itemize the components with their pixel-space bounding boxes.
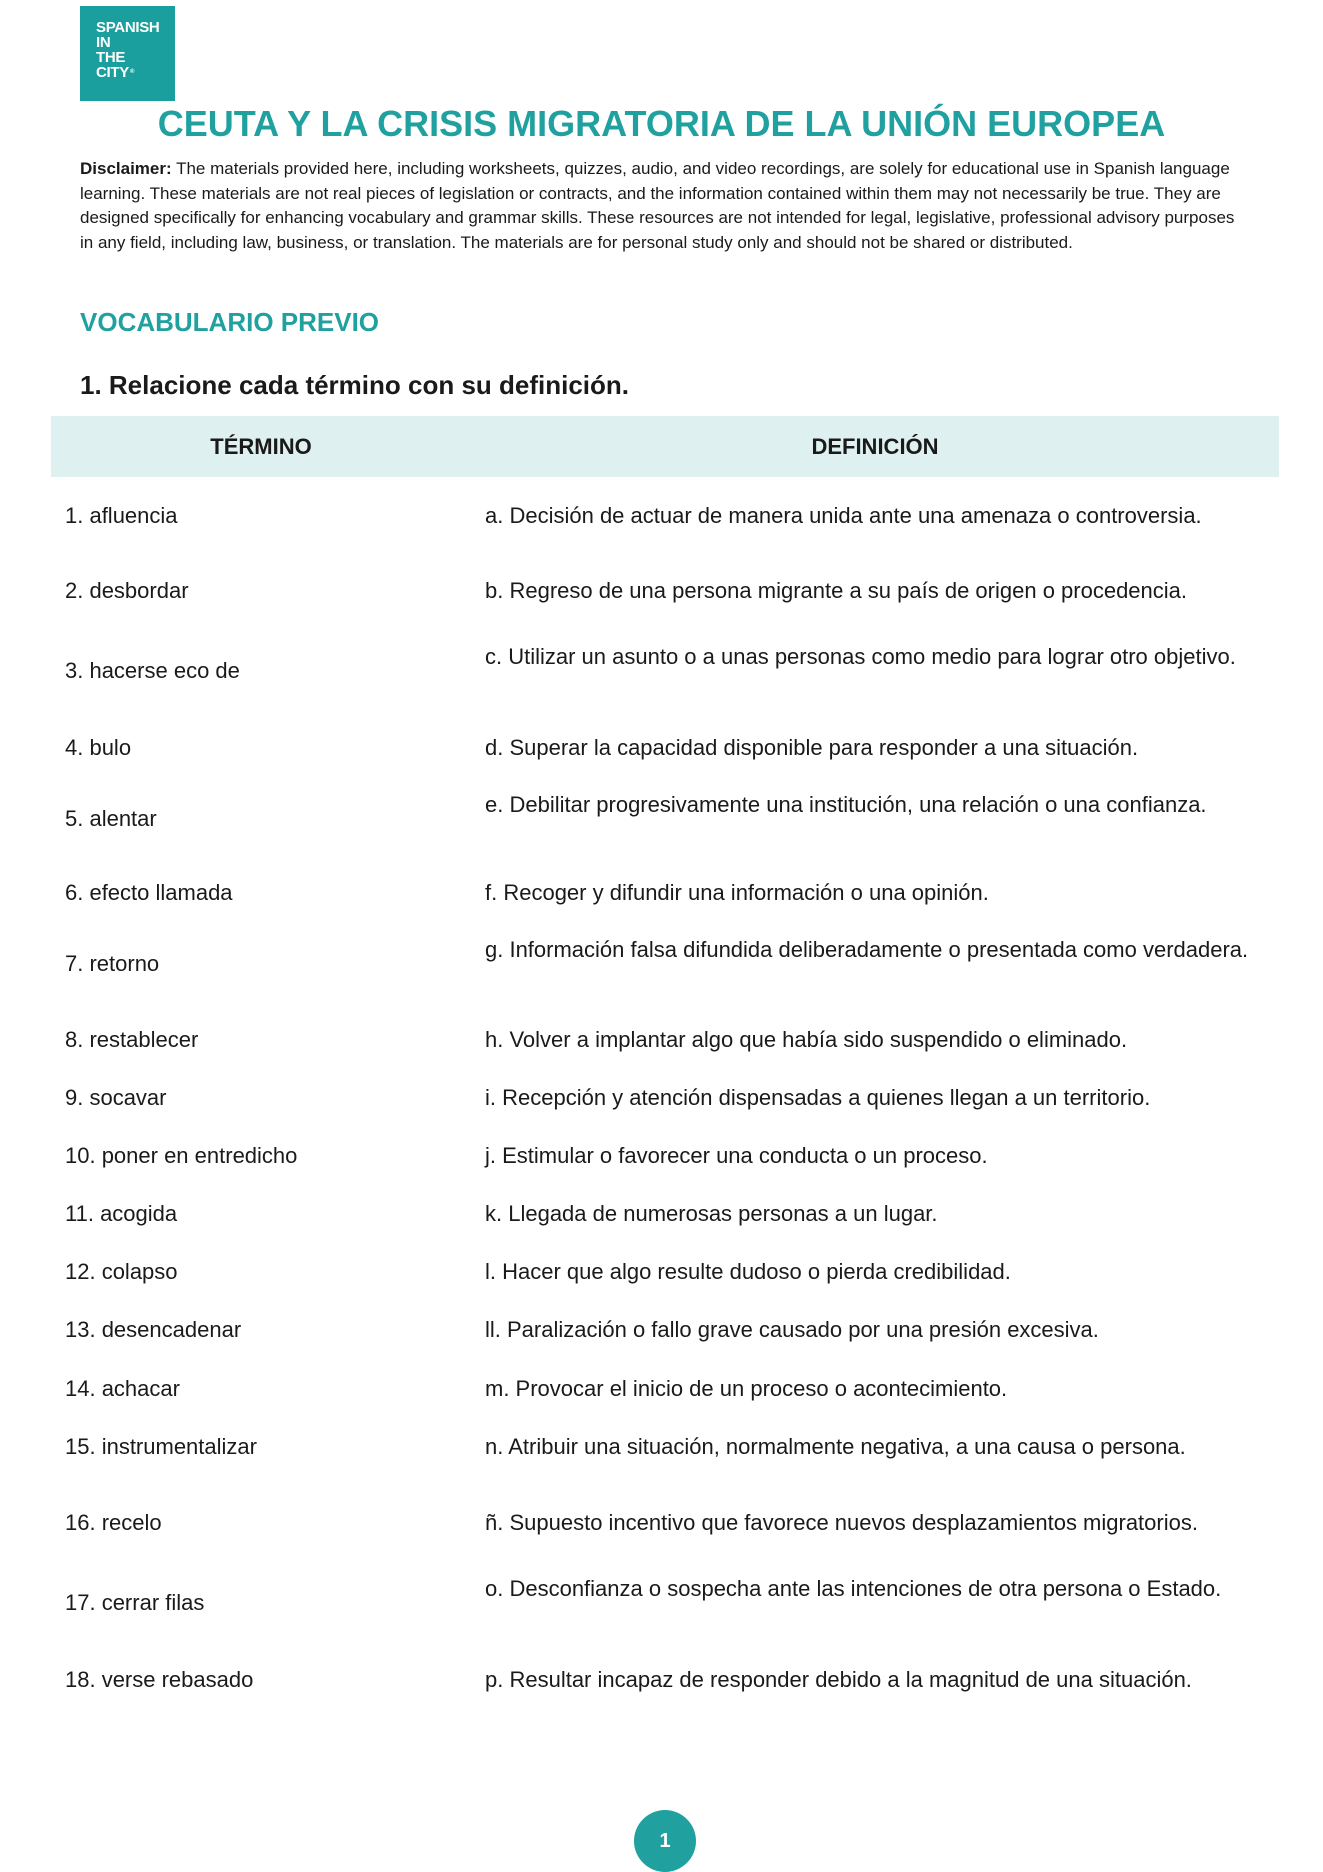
spanish-in-the-city-logo: [80, 6, 175, 101]
definition-cell: h. Volver a implantar algo que había sido suspendido o eliminado.: [485, 1027, 1128, 1052]
exercise-instruction: 1. Relacione cada término con su definición.: [80, 370, 630, 400]
term-cell: 12. colapso: [65, 1259, 178, 1284]
term-cell: 3. hacerse eco de: [65, 658, 240, 683]
term-cell: 11. acogida: [65, 1201, 178, 1226]
definition-cell: p. Resultar incapaz de responder debido a la magnitud de una situación.: [485, 1667, 1192, 1692]
term-cell: 14. achacar: [65, 1376, 180, 1401]
term-cell: 2. desbordar: [65, 578, 189, 603]
term-cell: 5. alentar: [65, 806, 157, 831]
logo-text-line: CITY ®: [96, 65, 175, 80]
term-cell: 6. efecto llamada: [65, 880, 233, 905]
column-header-term: TÉRMINO: [210, 434, 312, 459]
term-cell: 9. socavar: [65, 1085, 167, 1110]
term-cell: 1. afluencia: [65, 503, 178, 528]
term-cell: 17. cerrar filas: [65, 1590, 205, 1615]
definition-cell: b. Regreso de una persona migrante a su país de origen o procedencia.: [485, 578, 1188, 603]
definition-cell: ll. Paralización o fallo grave causado por una presión excesiva.: [485, 1317, 1099, 1342]
disclaimer-text: The materials provided here, including worksheets, quizzes, audio, and video recordings, are solely for educational use in Spanish language learning. These materials are not real pieces of legislation or contracts, and the information contained within them may not necessarily be true. They are designed specifically for enhancing vocabulary and grammar skills. These resources are not intended for legal, legislative, professional advisory purposes in any field, including law, business, or translation. The materials are for personal study only and should not be shared or distributed.: [80, 159, 1235, 252]
term-cell: 16. recelo: [65, 1510, 162, 1535]
logo-text-line: SPANISH: [96, 19, 160, 36]
page-title: CEUTA Y LA CRISIS MIGRATORIA DE LA UNIÓN EUROPEA: [157, 103, 1166, 144]
definition-cell: c. Utilizar un asunto o a unas personas como medio para lograr otro objetivo.: [485, 644, 1236, 669]
term-cell: 7. retorno: [65, 951, 160, 976]
definition-cell: d. Superar la capacidad disponible para responder a una situación.: [485, 735, 1139, 760]
page-number: 1: [634, 1810, 696, 1872]
column-header-definition: DEFINICIÓN: [811, 434, 939, 459]
definition-cell: k. Llegada de numerosas personas a un lugar.: [485, 1201, 938, 1226]
section-heading: VOCABULARIO PREVIO: [80, 307, 380, 337]
term-cell: 18. verse rebasado: [65, 1667, 254, 1692]
definition-cell: n. Atribuir una situación, normalmente negativa, a una causa o persona.: [485, 1434, 1186, 1459]
logo-text-line: IN: [96, 34, 111, 51]
term-cell: 8. restablecer: [65, 1027, 199, 1052]
logo-text-line: THE: [96, 49, 126, 66]
definition-cell: g. Información falsa difundida deliberadamente o presentada como verdadera.: [485, 937, 1249, 962]
definition-cell: i. Recepción y atención dispensadas a quienes llegan a un territorio.: [485, 1085, 1151, 1110]
term-cell: 10. poner en entredicho: [65, 1143, 298, 1168]
definition-cell: m. Provocar el inicio de un proceso o acontecimiento.: [485, 1376, 1008, 1401]
definition-cell: j. Estimular o favorecer una conducta o un proceso.: [485, 1143, 988, 1168]
disclaimer-label: Disclaimer:: [80, 159, 172, 178]
definition-cell: f. Recoger y difundir una información o una opinión.: [485, 880, 989, 905]
term-cell: 13. desencadenar: [65, 1317, 242, 1342]
definition-cell: ñ. Supuesto incentivo que favorece nuevos desplazamientos migratorios.: [485, 1510, 1198, 1535]
definition-cell: l. Hacer que algo resulte dudoso o pierda credibilidad.: [485, 1259, 1011, 1284]
definition-cell: e. Debilitar progresivamente una institución, una relación o una confianza.: [485, 792, 1207, 817]
table-header: [51, 416, 1279, 477]
disclaimer: [80, 157, 1250, 255]
term-cell: 4. bulo: [65, 735, 132, 760]
term-cell: 15. instrumentalizar: [65, 1434, 257, 1459]
definition-cell: o. Desconfianza o sospecha ante las intenciones de otra persona o Estado.: [485, 1576, 1222, 1601]
definition-cell: a. Decisión de actuar de manera unida ante una amenaza o controversia.: [485, 503, 1202, 528]
